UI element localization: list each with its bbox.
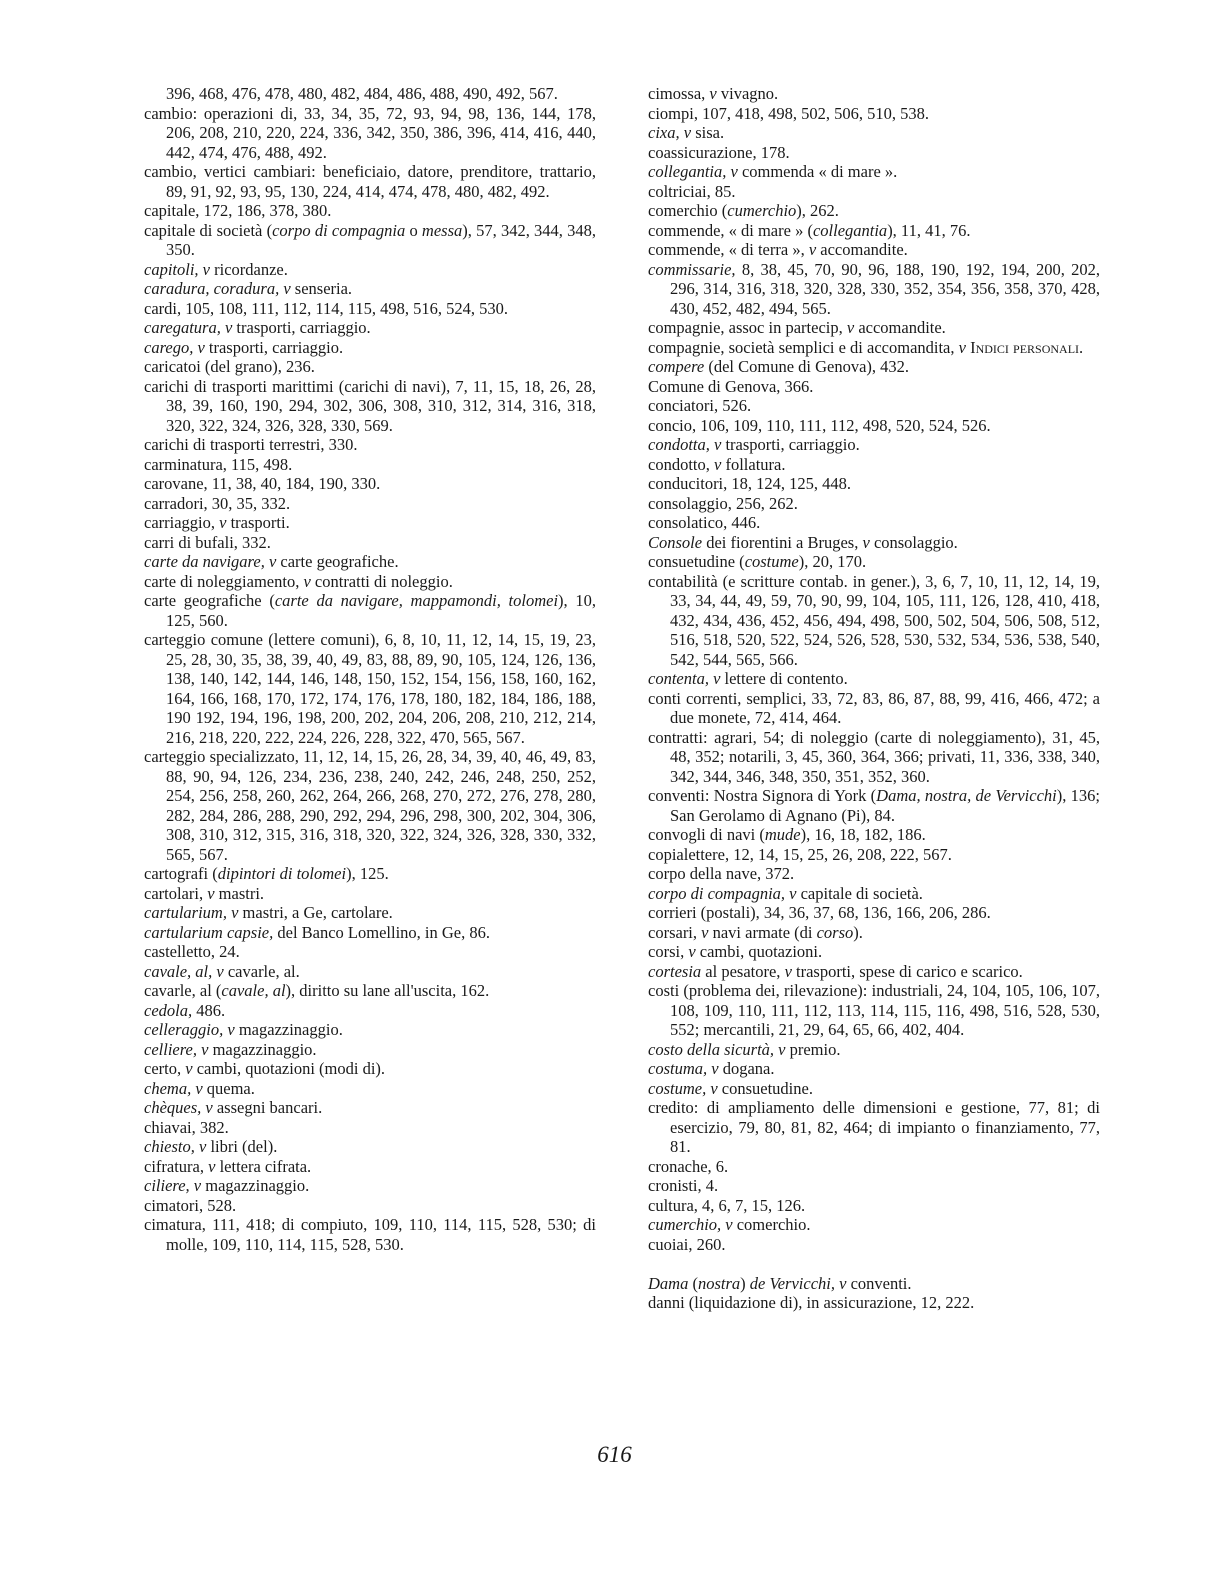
entry-text: carteggio comune (lettere comuni), 6, 8, 10, 11, 12, 14, 15, 19, 23, 25, 28, 30, 35, 38, 39, 40, 49, 83, 88, 89, 90, 105, 124, 126, 136, 138, 140, 142, 144, 146, 148, 150, 152, 154, 156, 158, 160, 162, 164, 166, 168, 170, 172, 174, 176, 178, 180, 182, 184, 186, 188, 190 192, 194, 196, 198, 200, 202, 204, 206, 208, 210, 212, 214, 216, 218, 220, 222, 224, 226, 228, 322, 470, 565, 567. xyxy=(144,630,596,747)
index-entry xyxy=(648,962,1100,982)
entry-text: cavarle, al ( xyxy=(144,981,222,1000)
entry-text: assegni bancari. xyxy=(212,1098,323,1117)
italic-term: chiesto, v xyxy=(144,1137,207,1156)
index-entry xyxy=(144,1215,596,1254)
entry-text: dogana. xyxy=(718,1059,775,1078)
italic-term: contenta, v xyxy=(648,669,721,688)
index-entry xyxy=(144,1118,596,1138)
index-entry xyxy=(648,162,1100,182)
index-entry xyxy=(144,338,596,358)
entry-text: cimatura, 111, 418; di compiuto, 109, 110, 114, 115, 528, 530; di molle, 109, 110, 114, 115, 528, 530. xyxy=(144,1215,596,1254)
entry-text: mastri. xyxy=(214,883,265,903)
index-entry xyxy=(648,1274,1100,1294)
index-entry xyxy=(144,84,596,104)
entry-text: costi (problema dei, rilevazione): industriali, 24, 104, 105, 106, 107, 108, 109, 110, 111, 112, 113, 114, 115, 116, 498, 516, 528, 530, 552; mercantili, 21, 29, 64, 65, 66, 402, 404. xyxy=(648,981,1100,1039)
index-entry xyxy=(648,104,1100,124)
index-entry xyxy=(648,942,1100,962)
italic-term: costo della sicurtà, v xyxy=(648,1039,786,1059)
index-entry xyxy=(144,1059,596,1079)
entry-text: cimossa, xyxy=(648,84,710,103)
entry-text: libri (del). xyxy=(206,1137,278,1156)
entry-text: corsi, xyxy=(648,942,689,961)
index-entry xyxy=(648,786,1100,825)
entry-text: 8, 38, 45, 70, 90, 96, 188, 190, 192, 194, 200, 202, 296, 314, 316, 318, 320, 328, 330, 352, 354, 356, 358, 370, 428, 430, 452, 482, 494, 565. xyxy=(670,259,1100,318)
entry-text: carminatura, 115, 498. xyxy=(144,454,293,474)
index-entry xyxy=(648,1215,1100,1235)
entry-text: contratti: agrari, 54; di noleggio (carte di noleggiamento), 31, 45, 48, 352; notarili, 3, 45, 360, 364, 366; privati, 11, 336, 338, 340, 342, 344, 346, 348, 350, 351, 352, 360. xyxy=(648,727,1100,786)
index-entry xyxy=(648,357,1100,377)
italic-term: dipintori di tolomei xyxy=(217,864,347,883)
entry-text: carteggio specializzato, 11, 12, 14, 15, 26, 28, 34, 39, 40, 46, 49, 83, 88, 90, 94, 126, 234, 236, 238, 240, 242, 246, 248, 250, 252, 254, 256, 258, 260, 262, 264, 266, 268, 270, 272, 276, 278, 280, 282, 284, 286, 288, 290, 292, 294, 296, 298, 300, 202, 304, 306, 308, 310, 312, 315, 316, 318, 320, 322, 324, 326, 328, 330, 332, 565, 567. xyxy=(144,747,596,864)
index-entry xyxy=(144,747,596,864)
italic-term: costuma, v xyxy=(648,1059,719,1078)
entry-text: lettere di contento. xyxy=(720,669,848,688)
italic-term: costume xyxy=(744,552,799,571)
entry-text: cambio, vertici cambiari: beneficiaio, datore, prenditore, trattario, 89, 91, 92, 93, 95, 130, 224, 414, 474, 478, 480, 482, 492. xyxy=(144,162,596,201)
index-entry xyxy=(648,338,1100,358)
entry-text: o xyxy=(405,220,422,240)
index-column-right xyxy=(648,84,1100,1313)
entry-text: ) xyxy=(740,1273,750,1293)
entry-text: consolatico, 446. xyxy=(648,513,761,532)
entry-text: ), 20, 170. xyxy=(798,552,867,571)
entry-text: (del Comune di Genova), 432. xyxy=(704,357,910,376)
entry-text: convogli di navi ( xyxy=(648,825,765,844)
italic-term: caregatura, v xyxy=(144,318,233,337)
italic-term: collegantia, v xyxy=(648,162,738,181)
italic-term: v xyxy=(846,318,855,337)
entry-text: coassicurazione, 178. xyxy=(648,142,790,162)
entry-text: ( xyxy=(688,1273,698,1293)
index-entry xyxy=(648,474,1100,494)
index-entry xyxy=(648,728,1100,787)
entry-text: contabilità (e scritture contab. in gener.), 3, 6, 7, 10, 11, 12, 14, 19, 33, 34, 44, 49, 59, 70, 90, 99, 104, 105, 111, 126, 128, 410, 418, 432, 434, 436, 452, 456, 494, 498, 500, 502, 504, 506, 508, 512, 516, 518, 520, 522, 524, 526, 528, 530, 532, 534, 536, 538, 540, 542, 544, 565, 566. xyxy=(648,571,1100,669)
italic-term: cumerchio xyxy=(727,201,797,220)
index-entry xyxy=(144,221,596,260)
entry-text: cambio: operazioni di, 33, 34, 35, 72, 93, 94, 98, 136, 144, 178, 206, 208, 210, 220, 224, 336, 342, 350, 386, 396, 414, 416, 440, 442, 474, 476, 488, 492. xyxy=(144,103,596,162)
entry-text: cifratura, xyxy=(144,1156,209,1176)
entry-text: chiavai, 382. xyxy=(144,1117,229,1137)
italic-term: corpo di compagnia xyxy=(272,220,406,240)
entry-text: navi armate (di xyxy=(708,922,817,942)
index-entry xyxy=(648,845,1100,865)
index-entry xyxy=(648,1196,1100,1216)
index-entry xyxy=(648,1059,1100,1079)
entry-text: credito: di ampliamento delle dimensioni e gestione, 77, 81; di esercizio, 79, 80, 81, 82, 464; di impianto o finanziamento, 77, 81. xyxy=(648,1098,1100,1156)
index-entry xyxy=(648,669,1100,689)
italic-term: corpo di compagnia, v xyxy=(648,883,797,903)
index-entry xyxy=(144,591,596,630)
italic-term: collegantia xyxy=(812,220,888,240)
index-entry xyxy=(144,299,596,319)
index-entry xyxy=(144,474,596,494)
index-entry xyxy=(144,630,596,747)
entry-text: lettera cifrata. xyxy=(215,1156,312,1176)
italic-term: celliere, v xyxy=(144,1039,209,1059)
entry-text: cambi, quotazioni (modi di). xyxy=(192,1059,386,1078)
italic-term: v xyxy=(303,571,311,591)
index-entry xyxy=(144,572,596,592)
italic-term: v xyxy=(185,1059,193,1078)
italic-term: cavale, al xyxy=(221,981,286,1000)
entry-text: commende, « di mare » ( xyxy=(648,220,813,240)
entry-text: sisa. xyxy=(691,123,725,142)
entry-text: ), 11, 41, 76. xyxy=(887,220,971,240)
index-entry xyxy=(648,572,1100,670)
entry-text: conciatori, 526. xyxy=(648,396,752,415)
entry-text: carichi di trasporti terrestri, 330. xyxy=(144,435,358,454)
entry-text: trasporti. xyxy=(226,513,290,532)
entry-text: conventi. xyxy=(846,1273,912,1293)
entry-text: carichi di trasporti marittimi (carichi di navi), 7, 11, 15, 18, 26, 28, 38, 39, 160, 190, 294, 302, 306, 308, 310, 312, 314, 316, 318, 320, 322, 324, 326, 328, 330, 569. xyxy=(144,376,596,435)
index-entry xyxy=(144,962,596,982)
italic-term: costume, v xyxy=(648,1078,718,1098)
index-entry xyxy=(144,455,596,475)
index-entry xyxy=(648,1235,1100,1255)
entry-text: carte geografiche ( xyxy=(144,591,275,610)
entry-text: carte di noleggiamento, xyxy=(144,571,304,591)
entry-text: cavarle, al. xyxy=(223,961,300,981)
index-entry xyxy=(144,260,596,280)
entry-text: ), diritto su lane all'uscita, 162. xyxy=(285,981,490,1000)
entry-text: cambi, quotazioni. xyxy=(695,942,823,961)
entry-text: copialettere, 12, 14, 15, 25, 26, 208, 222, 567. xyxy=(648,844,952,864)
index-entry xyxy=(648,689,1100,728)
index-entry xyxy=(648,513,1100,533)
index-entry xyxy=(144,864,596,884)
italic-term: v xyxy=(709,84,717,103)
index-entry xyxy=(144,435,596,455)
entry-text: condotto, xyxy=(648,454,714,474)
index-entry xyxy=(144,552,596,572)
index-entry xyxy=(144,1098,596,1118)
index-entry xyxy=(648,1157,1100,1177)
entry-text: al pesatore, xyxy=(701,961,785,981)
index-entry xyxy=(648,981,1100,1040)
italic-term: capitoli, v xyxy=(144,259,210,279)
italic-term: nostra xyxy=(697,1273,741,1293)
entry-text: consuetudine. xyxy=(717,1078,813,1098)
entry-text: castelletto, 24. xyxy=(144,942,240,961)
index-entry xyxy=(648,884,1100,904)
entry-text: cartografi ( xyxy=(144,864,218,883)
index-entry xyxy=(144,1176,596,1196)
entry-text: senseria. xyxy=(290,279,353,298)
italic-term: v xyxy=(688,942,696,961)
entry-text: vivagno. xyxy=(716,84,779,103)
italic-term: Console xyxy=(648,532,703,552)
entry-text: consolaggio. xyxy=(869,532,958,552)
entry-text: concio, 106, 109, 110, 111, 112, 498, 520, 524, 526. xyxy=(648,415,991,435)
entry-text: ). xyxy=(853,922,863,942)
entry-text: del Banco Lomellino, in Ge, 86. xyxy=(273,922,490,942)
italic-term: corso xyxy=(816,922,854,942)
entry-text: capitale di società. xyxy=(796,883,923,903)
italic-term: cortesia xyxy=(648,961,702,981)
italic-term: Dama, nostra, de Vervicchi xyxy=(876,786,1057,805)
entry-text: comerchio ( xyxy=(648,201,728,220)
entry-text: quema. xyxy=(202,1078,255,1098)
entry-text: capitale di società ( xyxy=(144,220,273,240)
italic-term: caradura, coradura, v xyxy=(144,279,291,298)
entry-text: danni (liquidazione di), in assicurazione, 12, 222. xyxy=(648,1293,975,1312)
index-entry xyxy=(648,825,1100,845)
index-entry xyxy=(648,864,1100,884)
entry-text: magazzinaggio. xyxy=(201,1176,310,1195)
index-entry xyxy=(648,240,1100,260)
italic-term: cedola, xyxy=(144,1000,193,1020)
index-entry xyxy=(144,279,596,299)
index-entry xyxy=(648,435,1100,455)
italic-term: carego, v xyxy=(144,337,205,357)
index-entry xyxy=(648,318,1100,338)
entry-text: trasporti, carriaggio. xyxy=(721,435,860,454)
index-entry xyxy=(648,1040,1100,1060)
index-entry xyxy=(648,123,1100,143)
italic-term: cartularium, v xyxy=(144,903,239,922)
index-entry xyxy=(648,923,1100,943)
index-entry xyxy=(648,494,1100,514)
index-entry xyxy=(144,318,596,338)
index-entry xyxy=(144,1157,596,1177)
italic-term: carte da navigare, v xyxy=(144,552,277,571)
italic-term: v xyxy=(701,922,709,942)
entry-text: commende, « di terra », xyxy=(648,240,809,259)
index-entry xyxy=(144,903,596,923)
index-entry xyxy=(648,182,1100,202)
italic-term: v xyxy=(714,454,722,474)
index-entry xyxy=(648,416,1100,436)
entry-text: consolaggio, 256, 262. xyxy=(648,493,798,513)
entry-text: Indici personali. xyxy=(970,337,1084,357)
index-entry xyxy=(144,104,596,163)
entry-text: trasporti, spese di carico e scarico. xyxy=(791,961,1023,981)
entry-text: caricatoi (del grano), 236. xyxy=(144,357,315,376)
italic-term: carte da navigare, mappamondi, tolomei xyxy=(274,591,559,610)
index-entry xyxy=(144,533,596,553)
italic-term: condotta, v xyxy=(648,435,722,454)
entry-text: ciompi, 107, 418, 498, 502, 506, 510, 538. xyxy=(648,103,929,123)
index-entry xyxy=(144,942,596,962)
entry-text: accomandite. xyxy=(816,240,908,259)
index-entry xyxy=(648,377,1100,397)
entry-text: ), 57, 342, 344, 348, 350. xyxy=(166,220,597,259)
entry-text: carri di bufali, 332. xyxy=(144,532,271,552)
index-entry xyxy=(648,1098,1100,1157)
entry-text: comerchio. xyxy=(732,1215,811,1234)
index-entry xyxy=(144,884,596,904)
entry-text: coltriciai, 85. xyxy=(648,181,736,201)
index-entry xyxy=(648,201,1100,221)
entry-text: Comune di Genova, 366. xyxy=(648,376,814,396)
index-entry xyxy=(648,903,1100,923)
entry-text: ), 136; San Gerolamo di Agnano (Pi), 84. xyxy=(670,786,1100,825)
entry-text: cultura, 4, 6, 7, 15, 126. xyxy=(648,1195,806,1215)
entry-text: carovane, 11, 38, 40, 184, 190, 330. xyxy=(144,474,381,493)
entry-text: commenda « di mare ». xyxy=(737,162,898,181)
entry-text: trasporti, carriaggio. xyxy=(232,318,371,337)
entry-text: follatura. xyxy=(721,454,786,474)
italic-term: chema, v xyxy=(144,1078,203,1098)
italic-term: Dama xyxy=(648,1273,689,1293)
entry-text: carriaggio, xyxy=(144,513,220,532)
index-entry xyxy=(144,377,596,436)
index-entry xyxy=(648,455,1100,475)
index-entry xyxy=(144,1020,596,1040)
entry-text: certo, xyxy=(144,1059,186,1078)
entry-text: ), 10, 125, 560. xyxy=(166,591,597,630)
index-entry xyxy=(144,1137,596,1157)
entry-text: magazzinaggio. xyxy=(208,1039,317,1059)
index-entry xyxy=(144,1001,596,1021)
entry-text: ricordanze. xyxy=(209,259,288,279)
entry-text: conti correnti, semplici, 33, 72, 83, 86, 87, 88, 99, 416, 466, 472; a due monete, 72, 414, 464. xyxy=(648,688,1100,727)
italic-term: messa xyxy=(421,220,463,240)
entry-text: 396, 468, 476, 478, 480, 482, 484, 486, 488, 490, 492, 567. xyxy=(166,84,558,103)
entry-text: premio. xyxy=(785,1039,841,1059)
italic-term: ciliere, v xyxy=(144,1176,202,1195)
italic-term: commissarie, xyxy=(648,259,736,279)
index-entry xyxy=(648,1079,1100,1099)
entry-text: conventi: Nostra Signora di York ( xyxy=(648,786,877,805)
page-number: 616 xyxy=(597,1442,632,1467)
italic-term: v xyxy=(808,240,817,259)
italic-term: cixa, v xyxy=(648,123,692,142)
index-entry xyxy=(144,1196,596,1216)
italic-term: v xyxy=(862,532,870,552)
entry-text: accomandite. xyxy=(854,318,946,337)
index-entry xyxy=(648,260,1100,319)
entry-text: ), 262. xyxy=(796,201,839,220)
index-entry xyxy=(144,923,596,943)
entry-text: capitale, 172, 186, 378, 380. xyxy=(144,201,332,220)
entry-text: cardi, 105, 108, 111, 112, 114, 115, 498, 516, 524, 530. xyxy=(144,298,509,318)
italic-term: mude xyxy=(764,825,801,844)
index-entry xyxy=(648,1293,1100,1313)
entry-text: corrieri (postali), 34, 36, 37, 68, 136, 166, 206, 286. xyxy=(648,903,991,922)
index-entry xyxy=(144,162,596,201)
entry-text: carradori, 30, 35, 332. xyxy=(144,493,291,513)
entry-text: corsari, xyxy=(648,922,702,942)
entry-text: compagnie, società semplici e di accomandita, xyxy=(648,337,959,357)
index-entry xyxy=(648,84,1100,104)
entry-text: carte geografiche. xyxy=(276,552,399,571)
italic-term: cartularium capsie, xyxy=(144,922,274,942)
index-entry xyxy=(144,981,596,1001)
italic-term: v xyxy=(207,883,215,903)
entry-text: compagnie, assoc in partecip, xyxy=(648,318,847,337)
index-entry xyxy=(144,513,596,533)
entry-text: contratti di noleggio. xyxy=(310,571,453,591)
index-entry xyxy=(648,143,1100,163)
italic-term: compere xyxy=(648,357,705,376)
entry-text: cimatori, 528. xyxy=(144,1195,237,1215)
entry-text: cuoiai, 260. xyxy=(648,1234,726,1254)
italic-term: v xyxy=(219,513,227,532)
index-entry xyxy=(144,494,596,514)
index-entry xyxy=(648,1176,1100,1196)
index-entry xyxy=(648,396,1100,416)
italic-term: cavale, al, v xyxy=(144,961,224,981)
italic-term: cumerchio, v xyxy=(648,1215,733,1234)
entry-text: 486. xyxy=(192,1000,226,1020)
entry-text: cronache, 6. xyxy=(648,1156,729,1176)
index-entry xyxy=(648,552,1100,572)
italic-term: de Vervicchi, v xyxy=(749,1273,847,1293)
entry-text: trasporti, carriaggio. xyxy=(204,337,344,357)
italic-term: v xyxy=(958,337,966,357)
italic-term: v xyxy=(208,1156,216,1176)
index-entry xyxy=(648,533,1100,553)
entry-text: dei fiorentini a Bruges, xyxy=(702,532,863,552)
italic-term: celleraggio, v xyxy=(144,1020,235,1039)
entry-text: corpo della nave, 372. xyxy=(648,864,795,883)
italic-term: chèques, v xyxy=(144,1098,213,1117)
index-entry xyxy=(144,357,596,377)
entry-text: mastri, a Ge, cartolare. xyxy=(238,903,393,922)
entry-text: conducitori, 18, 124, 125, 448. xyxy=(648,474,852,493)
italic-term: v xyxy=(784,961,792,981)
entry-text: consuetudine ( xyxy=(648,552,745,571)
entry-text: magazzinaggio. xyxy=(234,1020,343,1039)
entry-text: ), 125. xyxy=(346,864,389,883)
entry-text: ), 16, 18, 182, 186. xyxy=(800,825,926,844)
index-entry xyxy=(144,1079,596,1099)
index-entry xyxy=(144,1040,596,1060)
entry-text: cartolari, xyxy=(144,883,208,903)
index-entry xyxy=(648,221,1100,241)
index-entry xyxy=(144,201,596,221)
index-column-left xyxy=(144,84,596,1254)
entry-text: cronisti, 4. xyxy=(648,1176,719,1195)
